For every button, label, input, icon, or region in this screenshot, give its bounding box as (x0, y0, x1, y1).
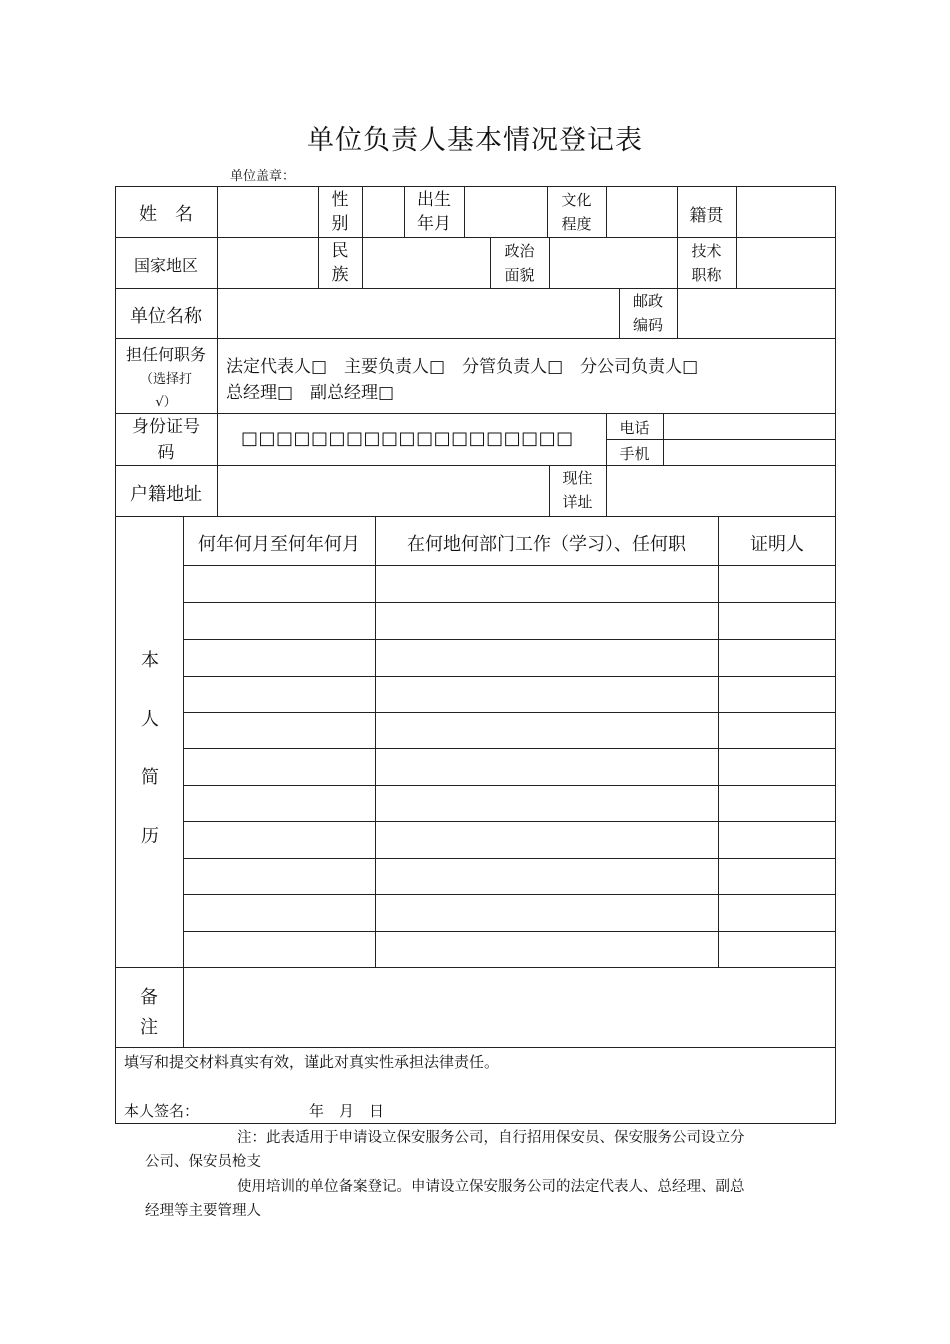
row-divider (115, 1047, 836, 1048)
date-label: 年 月 日 (309, 1102, 385, 1120)
postal-code-label (619, 289, 677, 337)
position-options-line2[interactable]: 总经理□ 副总经理□ (226, 383, 395, 403)
remarks-label-line1: 备 (140, 987, 158, 1008)
resume-row-divider (183, 821, 836, 822)
form-outer-border (115, 186, 836, 1124)
row-divider (115, 237, 836, 238)
page-title: 单位负责人基本情况登记表 (307, 125, 643, 156)
education-label (547, 188, 606, 236)
col-divider (217, 465, 218, 516)
residence-address-label (549, 466, 606, 514)
signature-label: 本人签名： (124, 1102, 200, 1120)
id-number-label-line1: 身份证号 (132, 417, 200, 437)
political-label (490, 239, 549, 287)
col-divider (464, 186, 465, 237)
birth-label-line1: 出生 (417, 190, 451, 210)
birth-label (404, 188, 464, 236)
id-number-label-line2: 码 (157, 443, 175, 463)
gender-label-line1: 性 (331, 190, 349, 210)
position-label: 担任何职务 (125, 345, 206, 364)
col-divider (217, 338, 218, 413)
resume-label-1: 本 (141, 650, 159, 671)
position-options-line1[interactable]: 法定代表人□ 主要负责人□ 分管负责人□ 分公司负责人□ (226, 357, 699, 377)
residence-address-label-line2: 详址 (562, 493, 593, 511)
tech-title-label-line2: 职称 (691, 266, 722, 284)
col-divider (183, 516, 184, 1047)
resume-label-4: 历 (141, 826, 159, 847)
row-divider (115, 338, 836, 339)
col-divider (606, 186, 607, 237)
position-hint-line1: （选择打 (139, 372, 192, 387)
resume-label-3: 简 (141, 767, 159, 788)
id-number-label (115, 414, 217, 466)
gender-label (318, 188, 362, 236)
postal-code-label-line1: 邮政 (632, 292, 663, 310)
resume-col-witness: 证明人 (750, 534, 804, 555)
footnote-line1: 注：此表适用于申请设立保安服务公司，自行招用保安员、保安服务公司设立分 (237, 1130, 745, 1146)
resume-row-divider (183, 712, 836, 713)
mobile-label: 手机 (619, 445, 650, 463)
resume-row-divider (183, 676, 836, 677)
region-label: 国家地区 (133, 256, 198, 275)
col-divider (736, 186, 737, 288)
unit-name-label: 单位名称 (130, 306, 202, 327)
resume-row-divider (183, 858, 836, 859)
remarks-label-line2: 注 (140, 1017, 158, 1038)
col-divider (677, 288, 678, 338)
residence-address-label-line1: 现住 (562, 469, 593, 487)
gender-label-line2: 别 (331, 214, 349, 234)
resume-row-divider (183, 785, 836, 786)
name-label: 姓 名 (139, 204, 193, 225)
resume-col-period: 何年何月至何年何月 (198, 534, 360, 555)
footnote-line3: 使用培训的单位备案登记。申请设立保安服务公司的法定代表人、总经理、副总 (237, 1179, 745, 1195)
seal-label: 单位盖章： (230, 169, 296, 184)
col-divider (718, 516, 719, 967)
political-label-line1: 政治 (504, 242, 535, 260)
political-label-line2: 面貌 (504, 266, 535, 284)
col-divider (663, 413, 664, 465)
declaration-text: 填写和提交材料真实有效，谨此对真实性承担法律责任。 (124, 1053, 500, 1071)
ethnic-label-line1: 民 (331, 241, 349, 261)
footnote-line4: 经理等主要管理人 (145, 1203, 261, 1219)
resume-label-2: 人 (141, 709, 159, 730)
row-divider (115, 967, 836, 968)
resume-row-divider (183, 602, 836, 603)
row-divider (115, 413, 836, 414)
col-divider (217, 186, 218, 288)
tech-title-label-line1: 技术 (691, 242, 722, 260)
col-divider (549, 237, 550, 288)
birth-label-line2: 年月 (417, 214, 451, 234)
footnote-line2: 公司、保安员枪支 (145, 1154, 261, 1170)
phone-label: 电话 (619, 419, 650, 437)
col-divider (217, 288, 218, 338)
col-divider (217, 413, 218, 465)
resume-row-divider (183, 565, 836, 566)
resume-row-divider (183, 931, 836, 932)
position-hint-line2: √） (155, 395, 177, 410)
row-divider (115, 516, 836, 517)
education-label-line1: 文化 (561, 191, 592, 209)
id-number-boxes[interactable]: □□□□□□□□□□□□□□□□□□□ (241, 428, 574, 449)
ethnic-label (318, 239, 362, 287)
col-divider (375, 516, 376, 967)
col-divider (606, 465, 607, 516)
row-divider (115, 288, 836, 289)
ethnic-label-line2: 族 (331, 265, 349, 285)
resume-row-divider (183, 748, 836, 749)
tech-title-label (677, 239, 736, 287)
resume-col-work: 在何地何部门工作（学习）、任何职 (407, 534, 686, 555)
hometown-label: 籍贯 (689, 206, 724, 226)
education-label-line2: 程度 (561, 215, 592, 233)
resume-row-divider (183, 894, 836, 895)
col-divider (362, 186, 363, 288)
postal-code-label-line2: 编码 (632, 316, 663, 334)
resume-row-divider (183, 639, 836, 640)
row-divider (115, 465, 836, 466)
household-address-label: 户籍地址 (130, 484, 202, 505)
row-divider (606, 439, 836, 440)
